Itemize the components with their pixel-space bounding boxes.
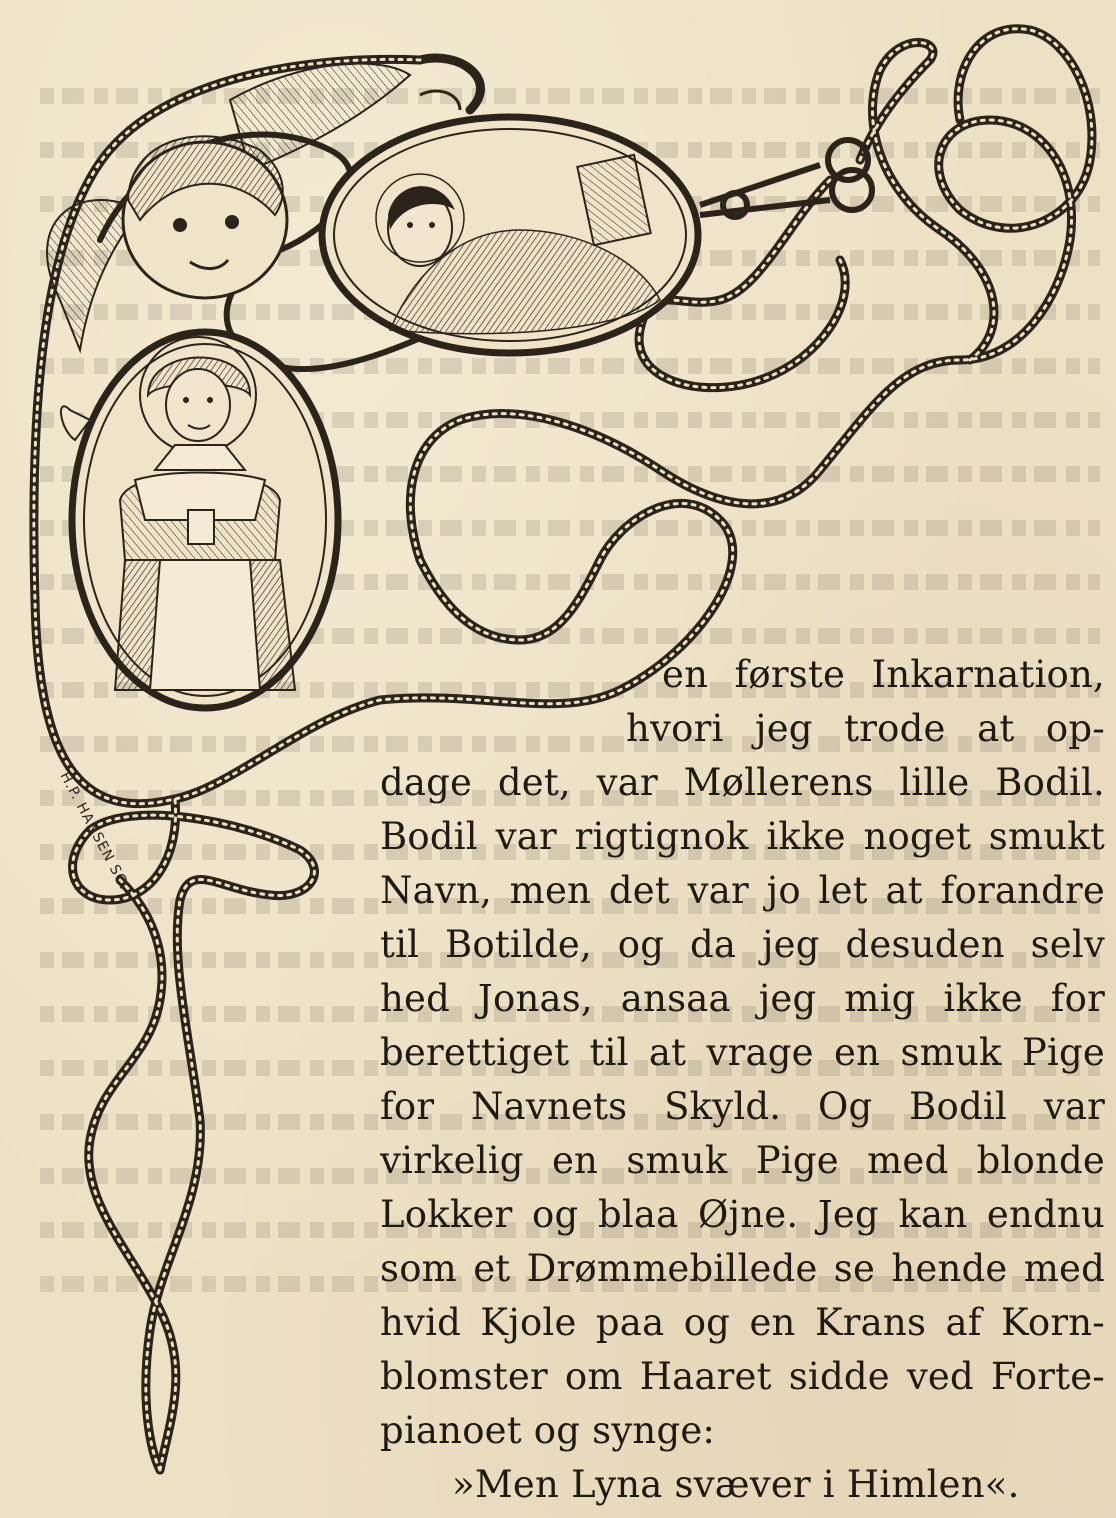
- text-line: hvori jeg trode at op-: [626, 707, 1105, 750]
- portrait-oval-woman-with-lyre: [322, 117, 698, 353]
- text-line: Bodil var rigtignok ikke noget smukt: [380, 815, 1105, 858]
- text-line: hvid Kjole paa og en Krans af Korn-: [380, 1301, 1105, 1344]
- quoted-verse-line: »Men Lyna svæver i Himlen«.: [452, 1463, 1020, 1506]
- portrait-oval-girl-in-bonnet: [61, 332, 338, 708]
- text-line: Lokker og blaa Øjne. Jeg kan endnu: [380, 1193, 1105, 1236]
- text-line: som et Drømmebillede se hende med: [380, 1247, 1105, 1290]
- body-text: [380, 648, 1105, 1512]
- text-line: hed Jonas, ansaa jeg mig ikke for: [380, 977, 1105, 1020]
- text-line: Navn, men det var jo let at forandre: [380, 869, 1105, 912]
- scissors-icon: [700, 140, 872, 217]
- text-line: dage det, var Møllerens lille Bodil.: [380, 761, 1105, 804]
- text-line: pianoet og synge:: [380, 1409, 716, 1452]
- engraver-signature: H.P. HANSEN SC.: [56, 769, 133, 893]
- text-line: til Botilde, og da jeg desuden selv: [380, 923, 1105, 966]
- text-line: blomster om Haaret sidde ved Forte-: [380, 1355, 1105, 1398]
- text-line: berettiget til at vrage en smuk Pige: [380, 1031, 1105, 1074]
- text-line: virkelig en smuk Pige med blonde: [380, 1139, 1105, 1182]
- text-line: en første Inkarnation,: [662, 653, 1105, 696]
- text-line: for Navnets Skyld. Og Bodil var: [380, 1085, 1105, 1128]
